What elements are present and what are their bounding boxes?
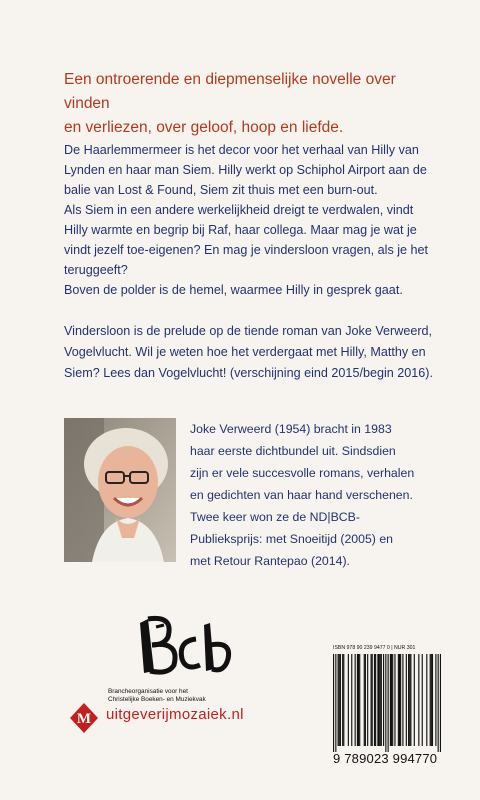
barcode-bar: [390, 654, 391, 746]
barcode-bar: [357, 654, 358, 746]
mozaiek-logo-icon: [70, 703, 98, 733]
barcode-bar: [371, 654, 372, 746]
barcode-bar: [383, 654, 384, 746]
barcode-bar: [414, 654, 415, 746]
prelude-line: Vindersloon is de prelude op de tiende roman van Joke Verweerd,: [64, 324, 433, 338]
bcb-logo: [134, 615, 234, 677]
publisher-url[interactable]: uitgeverijmozaiek.nl: [106, 706, 244, 723]
barcode-bar: [364, 654, 365, 746]
barcode-bar: [374, 654, 375, 746]
tagline-line: en verliezen, over geloof, hoop en liefde.: [64, 119, 344, 136]
author-photo: [64, 418, 176, 562]
barcode-bar: [367, 654, 368, 746]
prelude-line: Siem? Lees dan Vogelvlucht! (verschijning eind 2015/begin 2016).: [64, 366, 433, 380]
synopsis-line: Hilly warmte en begrip bij Raf, haar collega. Maar mag je wat je: [64, 223, 417, 237]
author-bio: [190, 418, 450, 572]
barcode: [333, 644, 443, 772]
barcode-bar: [380, 654, 381, 746]
synopsis-line: balie van Lost & Found, Siem zit thuis met een burn-out.: [64, 183, 378, 197]
barcode-bar: [333, 654, 334, 752]
barcode-bar: [435, 654, 436, 746]
barcode-bar: [358, 654, 359, 746]
barcode-bar: [335, 654, 336, 752]
bio-line: Publieksprijs: met Snoeitijd (2005) en: [190, 532, 394, 546]
bio-line: en gedichten van haar hand verschenen.: [190, 488, 413, 502]
barcode-bar: [409, 654, 410, 746]
barcode-bar: [375, 654, 376, 746]
isbn-line: ISBN 978 90 239 9477 0 | NUR 301: [333, 645, 416, 651]
synopsis-line: Als Siem in een andere werkelijkheid dreigt te verdwalen, vindt: [64, 203, 414, 217]
synopsis-line: De Haarlemmermeer is het decor voor het verhaal van Hilly van: [64, 143, 419, 157]
barcode-bars: [333, 654, 441, 752]
barcode-bar: [378, 654, 379, 746]
barcode-bar: [355, 654, 356, 746]
prelude-paragraph: [64, 321, 434, 384]
synopsis-line: vindt jezelf toe-eigenen? En mag je vindersloon vragen, als je het: [64, 243, 429, 257]
synopsis-line: Lynden en haar man Siem. Hilly werkt op Schiphol Airport aan de: [64, 163, 427, 177]
barcode-bar: [338, 654, 339, 746]
barcode-bar: [359, 654, 360, 746]
barcode-bar: [348, 654, 349, 746]
tagline-line: Een ontroerende en diepmenselijke novelle over vinden: [64, 71, 396, 112]
barcode-bar: [406, 654, 407, 746]
barcode-bar: [372, 654, 373, 746]
bcb-caption-line: Brancheorganisatie voor het: [108, 688, 188, 695]
barcode-bar: [432, 654, 433, 746]
barcode-bar: [385, 654, 386, 752]
barcode-bar: [408, 654, 409, 746]
barcode-bar: [438, 654, 439, 752]
barcode-bar: [400, 654, 401, 746]
barcode-bar: [342, 654, 343, 746]
bio-line: met Retour Rantepao (2014).: [190, 554, 350, 568]
barcode-bar: [422, 654, 423, 746]
barcode-bar: [394, 654, 395, 746]
synopsis-line: Boven de polder is de hemel, waarmee Hilly in gesprek gaat.: [64, 283, 403, 297]
bcb-caption: [108, 688, 308, 704]
barcode-bar: [392, 654, 393, 746]
synopsis: [64, 140, 434, 300]
tagline: [64, 68, 434, 140]
bcb-caption-line: Christelijke Boeken- en Muziekvak: [108, 696, 206, 703]
barcode-bar: [426, 654, 427, 746]
barcode-bar: [402, 654, 403, 746]
prelude-line: Vogelvlucht. Wil je weten hoe het verdergaat met Hilly, Matthy en: [64, 345, 426, 359]
barcode-bar: [431, 654, 432, 746]
barcode-bar: [365, 654, 366, 746]
bio-line: zijn er vele succesvolle romans, verhalen: [190, 466, 415, 480]
barcode-bar: [440, 654, 441, 752]
mozaiek-logo-letter: M: [76, 711, 92, 727]
barcode-bar: [398, 654, 399, 746]
bio-line: Joke Verweerd (1954) bracht in 1983: [190, 422, 392, 436]
barcode-bar: [343, 654, 344, 746]
bio-line: haar eerste dichtbundel uit. Sindsdien: [190, 444, 396, 458]
barcode-bar: [410, 654, 411, 746]
bio-line: Twee keer won ze de ND|BCB-: [190, 510, 360, 524]
barcode-bar: [391, 654, 392, 746]
barcode-bar: [351, 654, 352, 746]
barcode-bar: [399, 654, 400, 746]
barcode-bar: [377, 654, 378, 746]
barcode-bar: [388, 654, 389, 752]
barcode-bar: [340, 654, 341, 746]
barcode-bar: [381, 654, 382, 746]
barcode-bar: [339, 654, 340, 746]
synopsis-line: teruggeeft?: [64, 263, 128, 277]
barcode-digits: 9 789023 994770: [333, 751, 438, 766]
barcode-bar: [430, 654, 431, 746]
barcode-bar: [418, 654, 419, 746]
